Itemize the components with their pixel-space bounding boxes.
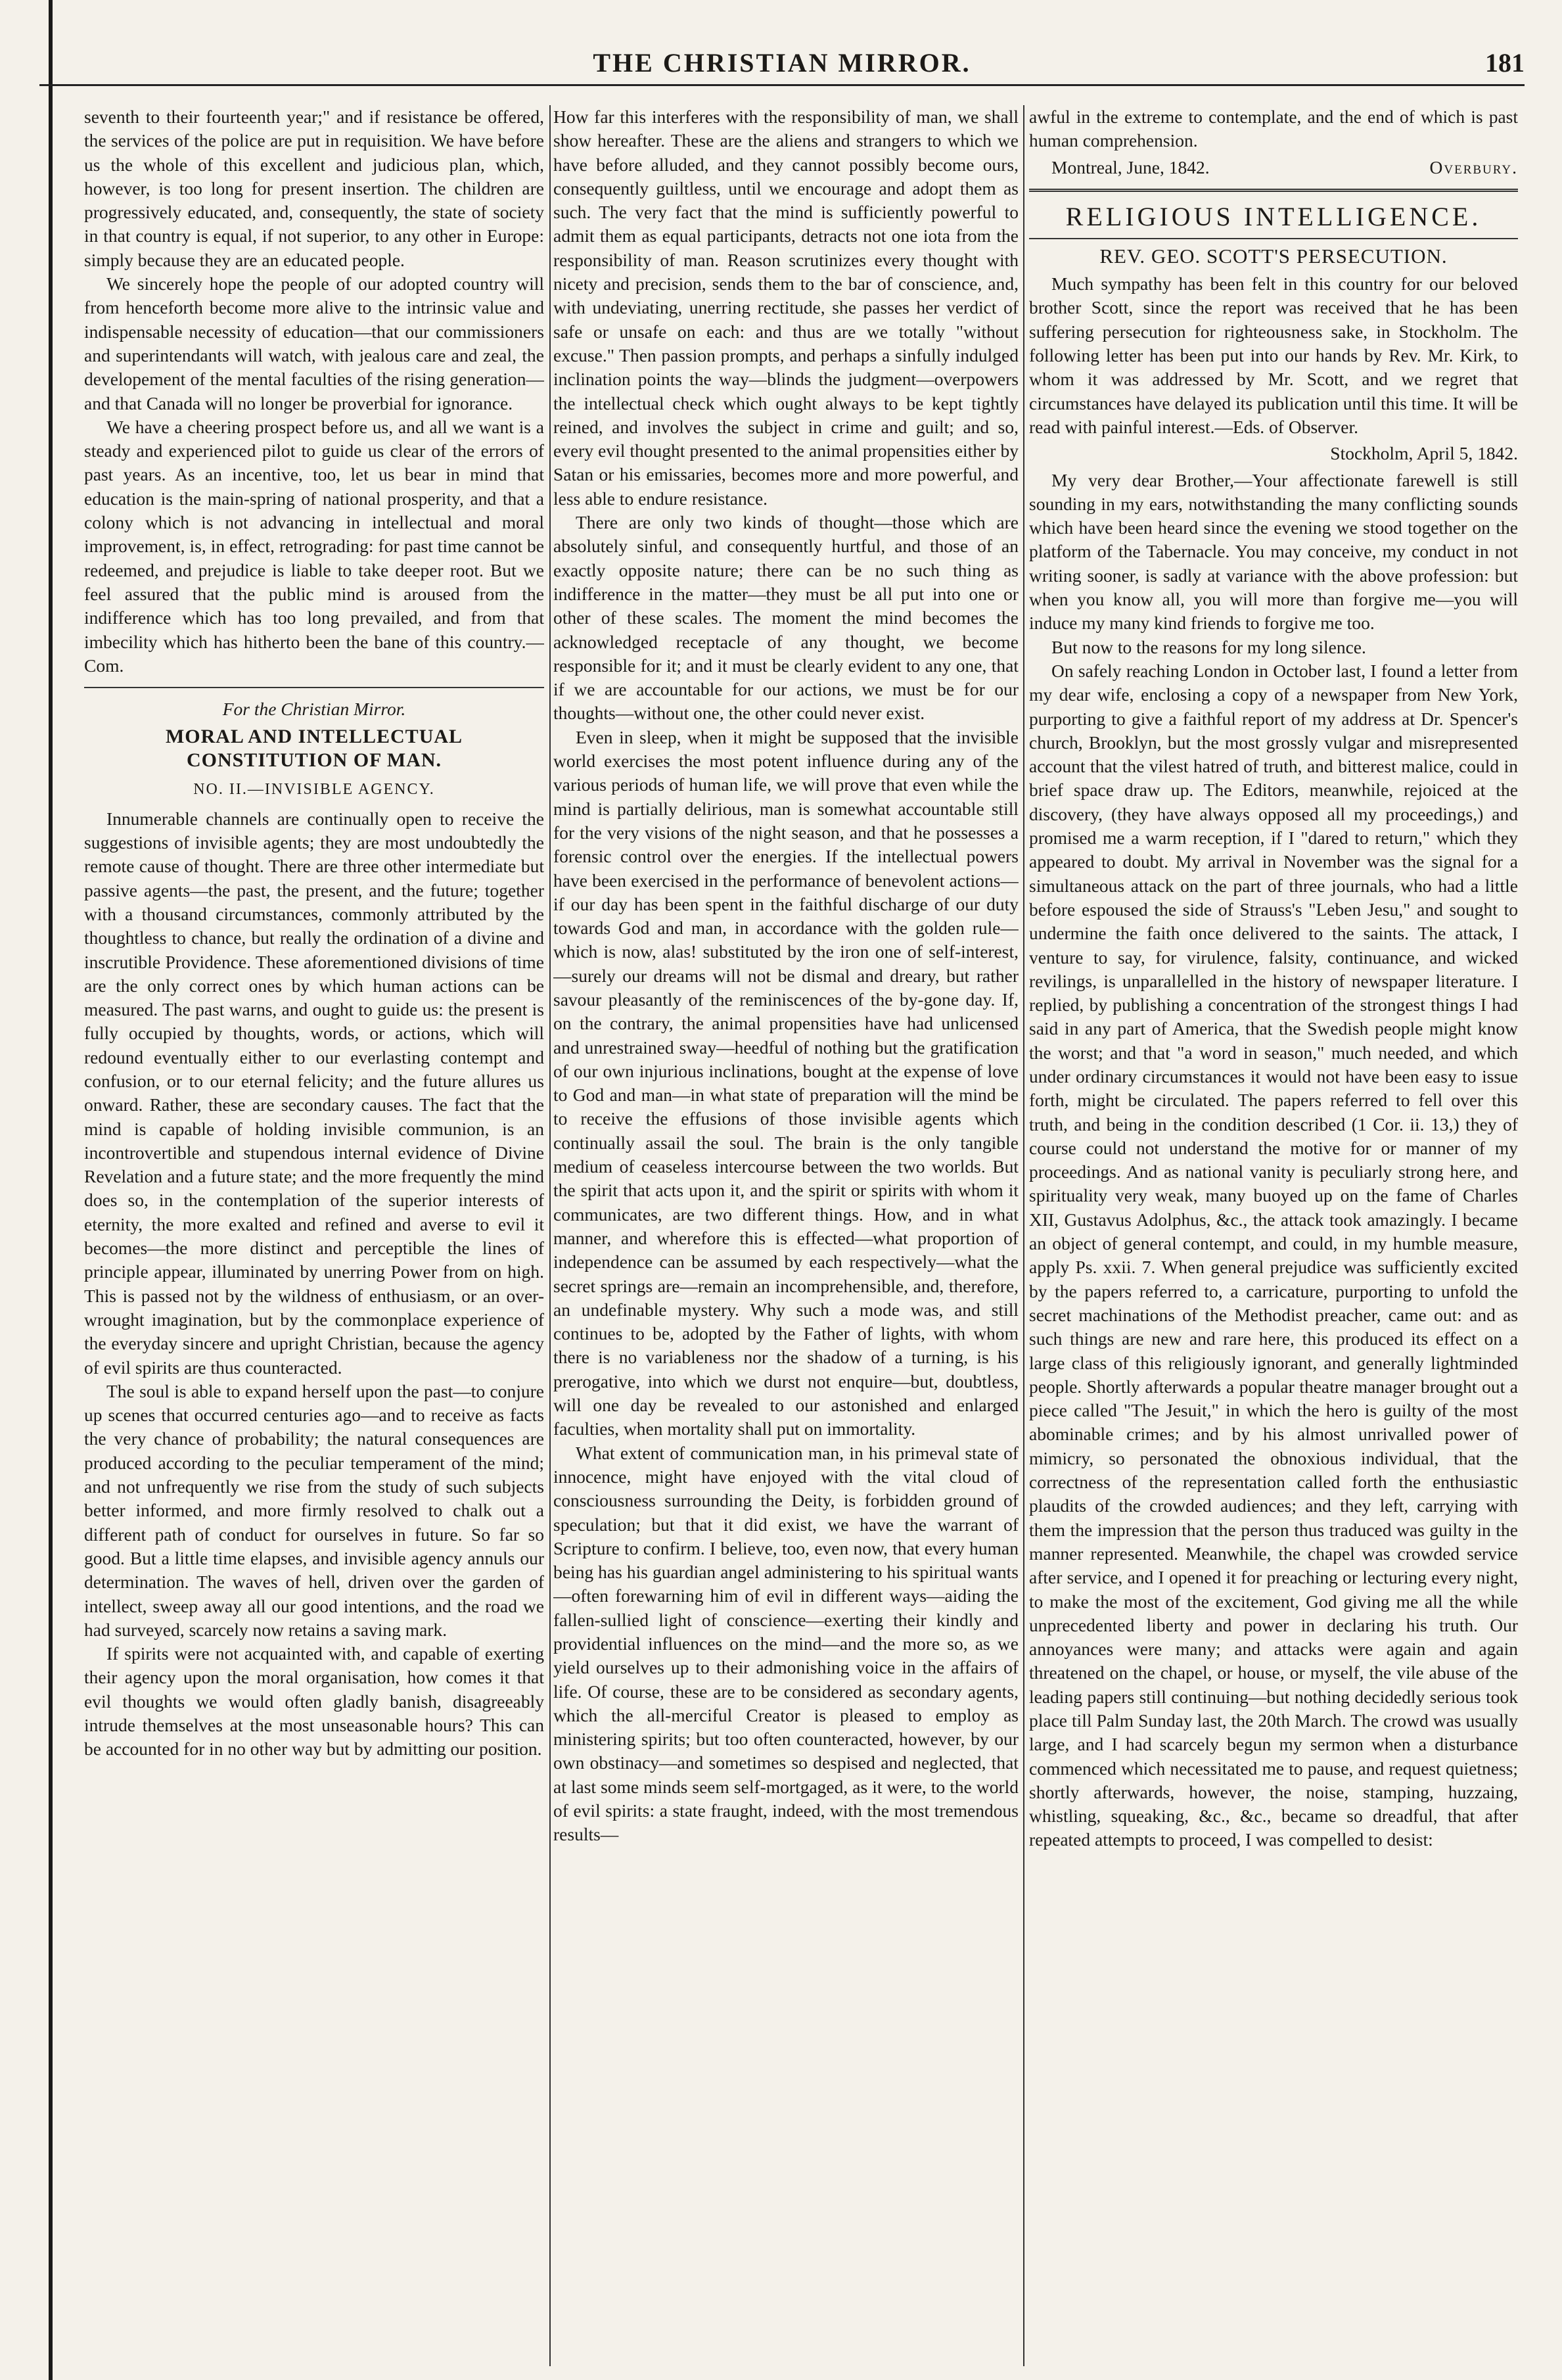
article-title: REV. GEO. SCOTT'S PERSECUTION. [1099, 244, 1448, 268]
article-title: MORAL AND INTELLECTUAL CONSTITUTION OF MAN. [165, 726, 463, 772]
paragraph: On safely reaching London in October last, I found a letter from my dear wife, enclosing a copy of a newspaper from New York, purporting to give a faithful report of my address at Dr. Spencer's church, Brooklyn, but the most grossly vulgar and misrepresented account that the vilest hatred of truth, and bitterest malice, could in brief space draw up. The Editors, meanwhile, rejoiced at the discovery, (they have always opposed all my proceedings,) and promised me a warm reception, if I "dared to return," which they appeared to doubt. My arrival in November was the signal for a simultaneous attack on the part of three journals, who had a little before espoused the side of Strauss's "Leben Jesu," and sought to undermine the faith once delivered to the saints. The attack, I venture to say, for virulence, falsity, continuance, and wicked revilings, is unparallelled in the history of newspaper literature. I replied, by publishing a concentration of the strongest things I had said in any part of America, that the Swedish people might know the worst; and that "a word in season," much needed, and which under ordinary circumstances it would not have been easy to issue forth, might be circulated. The papers referred to fell over this truth, and being in the condition described (1 Cor. ii. 13,) they of course could not understand the motive for or manner of my proceedings. And as national vanity is peculiarly strong here, and spirituality very weak, many buoyed up on the fame of Charles XII, Gustavus Adolphus, &c., the attack took amazingly. I became an object of general contempt, and could, in my humble measure, apply Ps. xxii. 7. When general prejudice was sufficiently excited by the papers referred to, a carricature, purporting to unfold the secret machinations of the Methodist preacher, came out: and as such things are new and rare here, this produced its effect on a large class of this religiously ignorant, and generally lightminded people. Shortly afterwards a popular theatre manager brought out a piece called "The Jesuit," in which the hero is guilty of the most abominable crimes; and by his almost unrivalled power of mimicry, so personated the obnoxious individual, that the correctness of the representation called forth the enthusiastic plaudits of the crowded audiences; and they left, carrying with them the impression that the person thus traduced was guilty in the manner represented. Meanwhile, the chapel was crowded service after service, and I opened it for preaching or lecturing every night, to make the most of the excitement, God giving me all the while unprecedented liberty and power in declaring his truth. Our annoyances were many; and attacks were again and again threatened on the chapel, or house, or myself, the vile abuse of the leading papers still continuing—but nothing decidedly serious took place till Palm Sunday last, the 20th March. The crowd was usually large, and I had scarcely begun my sermon when a disturbance commenced which necessitated me to pause, and request quietness; shortly afterwards, however, the noise, stamping, huzzaing, whistling, squeaking, &c., &c., became so dreadful, that after repeated attempts to proceed, I was compelled to desist: [1029, 660, 1518, 1850]
section-divider [1029, 238, 1518, 239]
article-subtitle: NO. II.—INVISIBLE AGENCY. [193, 781, 435, 799]
paragraph: seventh to their fourteenth year;" and if resistance be offered, the services of the police are put in requisition. We have before us the whole of this excellent and judicious plan, which, however, is too long for present insertion. The children are progressively educated, and, consequently, the state of society in that country is equal, if not superior, to any other in Europe: simply because they are an educated people. [84, 106, 544, 270]
section-divider [84, 687, 544, 688]
paragraph: The soul is able to expand herself upon the past—to conjure up scenes that occurred centuries ago—and to receive as facts the very chance of probability; the natural consequences are produced according to the peculiar temperament of the mind; and not unfrequently we rise from the study of such subjects better informed, and more firmly resolved to chalk out a different path of conduct for ourselves in future. So far so good. But a little time elapses, and invisible agency annuls our determination. The waves of hell, driven over the garden of intellect, sweep away all our good intentions, and the road we had surveyed, scarcely now retains a saving mark. [84, 1380, 544, 1640]
column-divider [549, 105, 551, 2366]
page-number: 181 [1485, 48, 1525, 78]
date-place: Montreal, June, 1842. [1051, 156, 1210, 177]
column-right [1029, 105, 1518, 2360]
column-left [84, 105, 544, 2360]
masthead-title: THE CHRISTIAN MIRROR. [593, 48, 971, 78]
section-title: RELIGIOUS INTELLIGENCE. [1065, 201, 1482, 231]
column-divider [1023, 105, 1024, 2366]
letter-footer [1029, 156, 1518, 179]
signature: Overbury. [1429, 156, 1518, 177]
paragraph: But now to the reasons for my long silence. [1051, 636, 1366, 657]
paragraph: We have a cheering prospect before us, and all we want is a steady and experienced pilot to guide us clear of the errors of past years. As an incentive, too, let us bear in mind that education is the main-spring of national prosperity, and that a colony which is not advancing in intellectual and moral improvement, is, in effect, retrograding: for past time cannot be redeemed, and prejudice is liable to take deeper root. But we feel assured that the public mind is aroused from the indifference which has too long prevailed, and from that imbecility which has hitherto been the bane of this country.—Com. [84, 416, 544, 676]
paragraph: Even in sleep, when it might be supposed that the invisible world exercises the most potent influence during any of the various periods of human life, we will prove that even while the mind is partially delirious, man is somewhat accountable still for the very visions of the night season, and that he possesses a forensic control over the energies. If the intellectual powers have been exercised in the performance of benevolent actions—if our day has been spent in the faithful discharge of our duty towards God and man, in accordance with the golden rule—which is now, alas! substituted by the iron one of self-interest,—surely our dreams will not be dismal and dreary, but rather savour pleasantly of the reminiscences of the by-gone day. If, on the contrary, the animal propensities have had unlicensed and unrestrained sway—heedful of nothing but the gratification of our own injurious inclinations, bought at the expense of love to God and man—in what state of preparation will the mind be to receive the effusions of those invisible agents which continually assail the soul. The brain is the only tangible medium of ceaseless intercourse between the two worlds. But the spirit that acts upon it, and the spirit or spirits with whom it communicates, are two different things. How, and in what manner, and wherefore this is effected—what proportion of independence can be assumed by each respectively—what the secret springs are—remain an incomprehensible, and, therefore, an undefinable mystery. Why such a mode was, and still continues to be, adopted by the Father of lights, with whom there is no variableness nor the shadow of a turning, is his prerogative, into which we durst not enquire—but, doubtless, will one day be revealed to our astonished and enlarged faculties, when mortality shall put on immortality. [553, 726, 1019, 1439]
paragraph: Innumerable channels are continually open to receive the suggestions of invisible agents; they are most undoubtedly the remote cause of thought. There are three other intermediate but passive agents—the past, the present, and the future; together with a thousand circumstances, commonly attributed by the thoughtless to chance, but really the ordination of a divine and inscrutible Providence. These aforementioned divisions of time are the only correct ones by which human actions can be measured. The past warns, and ought to guide us: the present is fully occupied by thoughts, words, or actions, which will redound eventually either to our everlasting contempt and confusion, or to our eternal felicity; and the future allures us onward. Rather, these are secondary causes. The fact that the mind is capable of holding invisible communion, is an incontrovertible and stupendous internal evidence of Divine Revelation and a future state; and the more frequently the mind does so, in the contemplation of the superior interests of eternity, the more exalted and refined and averse to evil it becomes—the more distinct and perceptible the lines of principle appear, illuminated by unerring Power from on high. This is passed not by the wildness of enthusiasm, or an over-wrought imagination, but by the commonplace experience of the everyday sincere and upright Christian, because the agency of evil spirits are thus counteracted. [84, 808, 544, 1378]
paragraph: What extent of communication man, in his primeval state of innocence, might have enjoyed with the vital cloud of consciousness surrounding the Deity, is forbidden ground of speculation; but that it did exist, we have the warrant of Scripture to confirm. I believe, too, even now, that every human being has his guardian angel administering to his spiritual wants—often forewarning him of evil in different ways—aiding the fallen-sullied light of conscience—exerting their kindly and providential influences on the mind—and the more so, as we yield ourselves up to their admonishing voice in the affairs of life. Of course, these are to be considered as secondary agents, which the all-merciful Creator is pleased to employ as ministering spirits; but too often counteracted, however, by our own obstinacy—and sometimes so despised and neglected, that at last some minds seem self-mortgaged, as it were, to the world of evil spirits: a state fraught, indeed, with the most tremendous results— [553, 1442, 1019, 1845]
paragraph: If spirits were not acquainted with, and capable of exerting their agency upon the moral organisation, how comes it that evil thoughts we would often gladly banish, disagreeably intrude themselves at the most unseasonable hours? This can be accounted for in no other way but by admitting our position. [84, 1643, 544, 1760]
paragraph: awful in the extreme to contemplate, and the end of which is past human comprehension. [1029, 106, 1518, 151]
paragraph: How far this interferes with the responsibility of man, we shall show hereafter. These are the aliens and strangers to which we have before alluded, and they cannot possibly become ours, consequently guiltless, until we encourage and adopt them as such. The very fact that the mind is sufficiently powerful to admit them as equal participants, detracts not one iota from the responsibility of man. Reason scrutinizes every thought with nicety and precision, sends them to the bar of conscience, and, with undeviating, unerring rectitude, she passes her verdict of safe or unsafe on each: and thus are we totally "without excuse." Then passion prompts, and perhaps a sinfully indulged inclination points the way—blinds the judgment—overpowers the intellectual check which ought always to be kept tightly reined, and involves the subject in crime and guilt; and so, every evil thought presented to the animal propensities either by Satan or his emissaries, becomes more and more powerful, and less able to endure resistance. [553, 106, 1019, 509]
paragraph: There are only two kinds of thought—those which are absolutely sinful, and consequently hurtful, and those of an exactly opposite nature; there can be no such thing as indifference in the matter—they must be all put into one or other of these scales. The moment the mind becomes the acknowledged receptacle of any thought, we become responsible for it; and it must be clearly evident to any one, that if we are accountable for our actions, we must be for our thoughts—without one, the other could never exist. [553, 512, 1019, 724]
letter-dateline: Stockholm, April 5, 1842. [1330, 443, 1518, 464]
binding-edge [49, 0, 53, 2380]
paragraph: My very dear Brother,—Your affectionate farewell is still sounding in my ears, notwithstanding the many conflicting sounds which have been heard since the evening we stood together on the platform of the Tabernacle. You may conceive, my conduct in not writing sooner, is sadly at variance with the above profession: but when you know all, you will more than forgive me—you will induce my many kind friends to forgive me too. [1029, 469, 1518, 634]
column-middle [553, 105, 1019, 2360]
paragraph: Much sympathy has been felt in this country for our beloved brother Scott, since the report was received that he has been suffering persecution for righteousness sake, in Stockholm. The following letter has been put into our hands by Rev. Mr. Kirk, to whom it was addressed by Mr. Scott, and we regret that circumstances have delayed its publication until this time. It will be read with painful interest.—Eds. of Observer. [1029, 273, 1518, 437]
article-source-line: For the Christian Mirror. [222, 699, 406, 720]
page-header [39, 38, 1525, 86]
section-divider [1029, 189, 1518, 192]
paragraph: We sincerely hope the people of our adopted country will from henceforth become more alive to the intrinsic value and indispensable necessity of education—that our commissioners and superintendants will watch, with jealous care and zeal, the developement of the mental faculties of the rising generation—and that Canada will no longer be proverbial for ignorance. [84, 273, 544, 413]
